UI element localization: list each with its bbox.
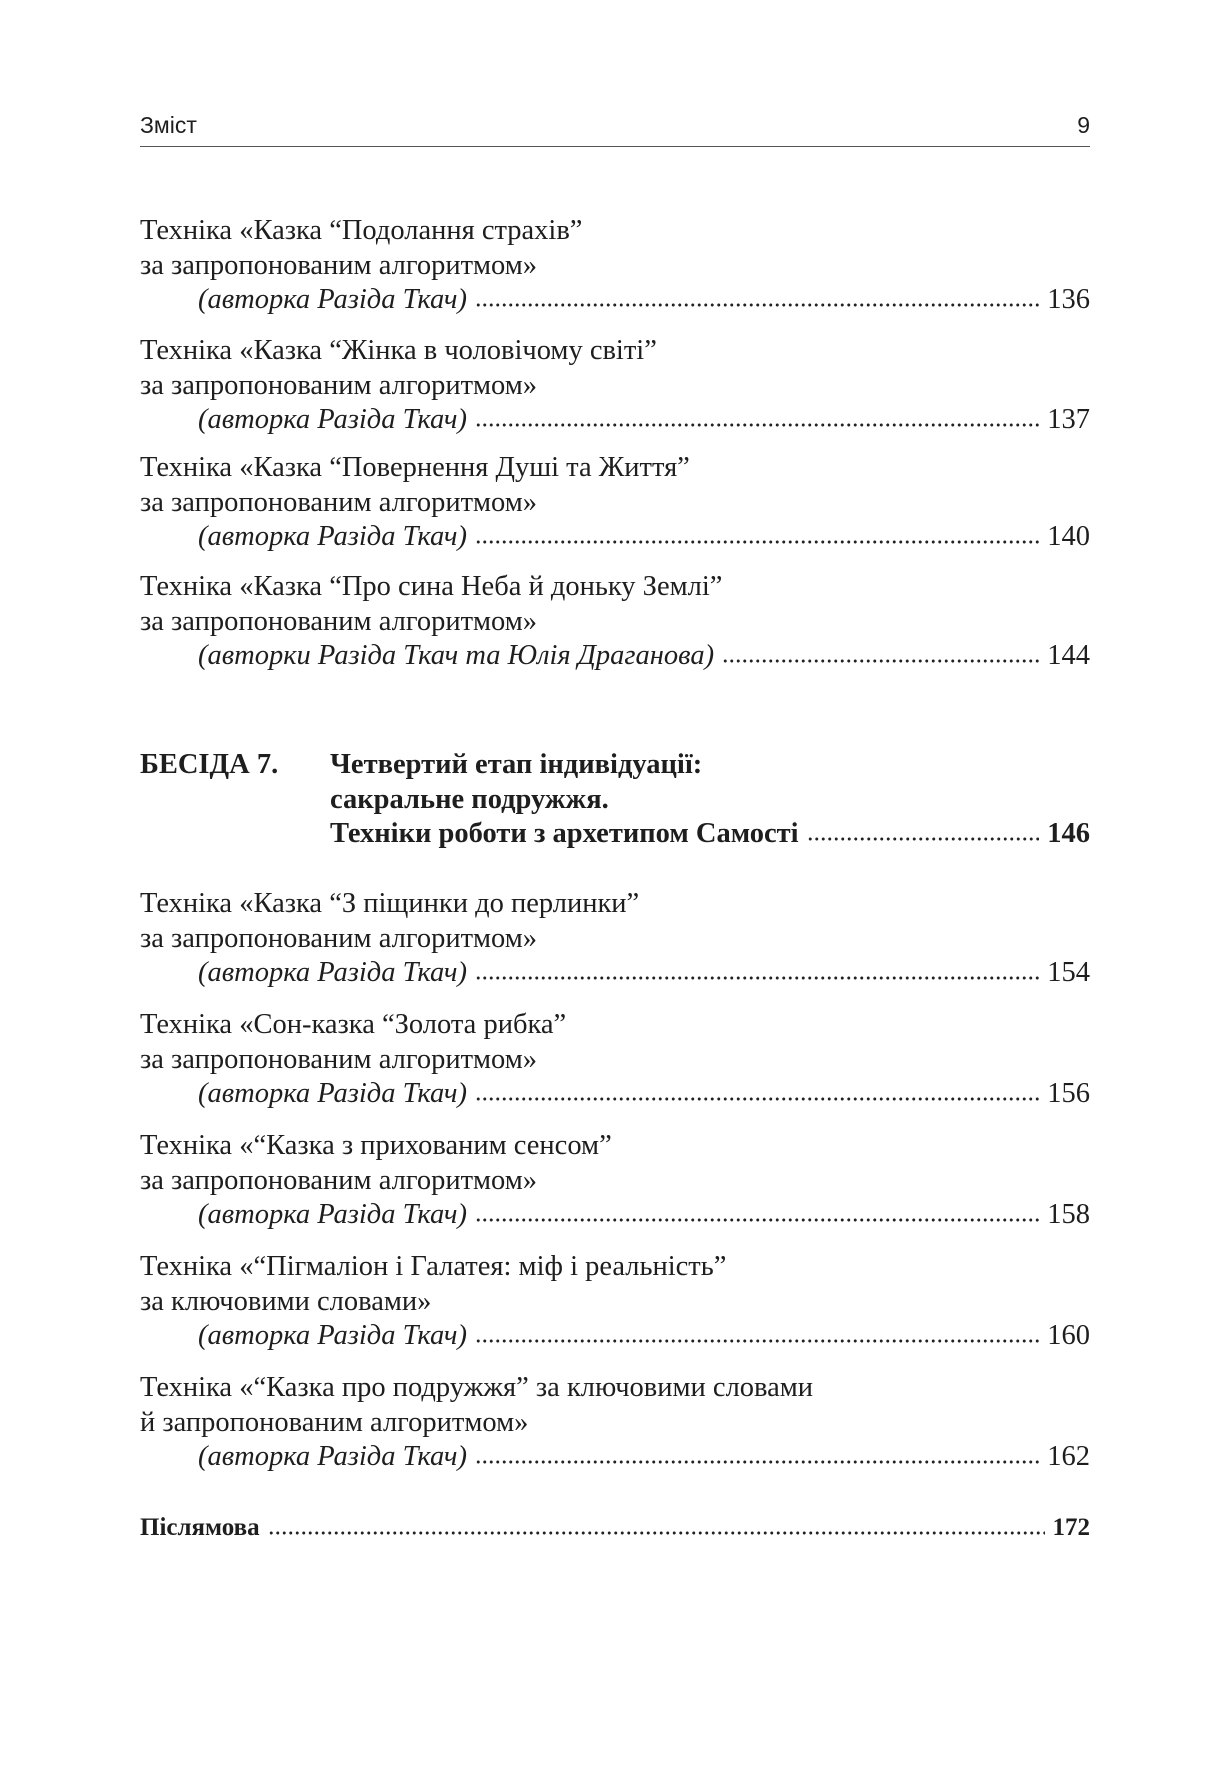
- entry-page-number: 162: [1047, 1441, 1090, 1472]
- toc-entry[interactable]: [140, 1371, 1090, 1475]
- entry-title-line-1: Техніка «Казка “Жінка в чоловічому світі”: [140, 335, 657, 366]
- entry-title-line-1: Техніка «Сон-казка “Золота рибка”: [140, 1009, 567, 1040]
- entry-title-line-1: Техніка «Казка “Повернення Душі та Життя”: [140, 452, 690, 483]
- entry-title-line-1: Техніка «“Казка про подружжя” за ключовими словами: [140, 1372, 814, 1403]
- entry-author: (авторка Разіда Ткач): [198, 521, 467, 552]
- entry-author: (авторка Разіда Ткач): [198, 404, 467, 435]
- entry-title-line-2: за запропонованим алгоритмом»: [140, 1164, 538, 1196]
- entry-title-line-2: за запропонованим алгоритмом»: [140, 605, 538, 637]
- entry-page-number: 136: [1047, 284, 1090, 315]
- dot-leader: [475, 1337, 1039, 1345]
- dot-leader: [475, 1095, 1039, 1103]
- toc-entry[interactable]: [140, 214, 1090, 318]
- entry-title-line-1: Техніка «Казка “З піщинки до перлинки”: [140, 888, 640, 919]
- entry-title-line-2: за запропонованим алгоритмом»: [140, 1043, 538, 1075]
- entry-page-number: 144: [1047, 640, 1090, 671]
- chapter-label: БЕСІДА 7.: [140, 749, 279, 780]
- entry-title-line-2: за запропонованим алгоритмом»: [140, 369, 538, 401]
- entry-page-number: 140: [1047, 521, 1090, 552]
- entry-page-number: 158: [1047, 1199, 1090, 1230]
- entry-title-line-2: за ключовими словами»: [140, 1285, 432, 1317]
- entry-page-number: 154: [1047, 957, 1090, 988]
- afterword-entry[interactable]: [140, 1511, 1090, 1546]
- dot-leader: [807, 835, 1040, 843]
- dot-leader: [475, 1458, 1039, 1466]
- dot-leader: [722, 657, 1039, 665]
- dot-leader: [268, 1529, 1045, 1537]
- entry-title-line-1: Техніка «“Казка з прихованим сенсом”: [140, 1130, 612, 1161]
- toc-entry[interactable]: [140, 887, 1090, 991]
- toc-entry[interactable]: [140, 1129, 1090, 1233]
- toc-entry[interactable]: [140, 451, 1090, 555]
- toc-entry[interactable]: [140, 570, 1090, 674]
- entry-title-line-2: за запропонованим алгоритмом»: [140, 486, 538, 518]
- toc-entry[interactable]: [140, 1250, 1090, 1354]
- dot-leader: [475, 974, 1039, 982]
- entry-title-line-2: за запропонованим алгоритмом»: [140, 249, 538, 281]
- entry-author: (авторка Разіда Ткач): [198, 957, 467, 988]
- entry-author: (авторка Разіда Ткач): [198, 284, 467, 315]
- entry-title-line-2: й запропонованим алгоритмом»: [140, 1406, 529, 1438]
- entry-author: (авторка Разіда Ткач): [198, 1199, 467, 1230]
- running-header: [140, 112, 1090, 147]
- entry-page-number: 137: [1047, 404, 1090, 435]
- entry-title-line-2: за запропонованим алгоритмом»: [140, 922, 538, 954]
- chapter-title-line-3: Техніки роботи з архетипом Самості: [330, 818, 799, 849]
- chapter-title-line-2: сакральне подружжя.: [330, 783, 609, 815]
- page-number: 9: [1077, 112, 1090, 138]
- entry-author: (авторка Разіда Ткач): [198, 1078, 467, 1109]
- afterword-title: Післямова: [140, 1514, 260, 1541]
- entry-author: (авторка Разіда Ткач): [198, 1441, 467, 1472]
- chapter-entry[interactable]: [140, 748, 1090, 852]
- afterword-page-number: 172: [1052, 1514, 1090, 1541]
- entry-title-line-1: Техніка «Казка “Про сина Неба й доньку Землі”: [140, 571, 723, 602]
- entry-title-line-1: Техніка «Казка “Подолання страхів”: [140, 215, 583, 246]
- dot-leader: [475, 1216, 1039, 1224]
- entry-author: (авторки Разіда Ткач та Юлія Драганова): [198, 640, 715, 671]
- toc-entry[interactable]: [140, 1008, 1090, 1112]
- section-title: Зміст: [140, 112, 197, 138]
- entry-page-number: 156: [1047, 1078, 1090, 1109]
- chapter-title-line-1: Четвертий етап індивідуації:: [330, 749, 703, 780]
- entry-author: (авторка Разіда Ткач): [198, 1320, 467, 1351]
- dot-leader: [475, 538, 1039, 546]
- entry-page-number: 160: [1047, 1320, 1090, 1351]
- dot-leader: [475, 301, 1039, 309]
- dot-leader: [475, 421, 1039, 429]
- toc-entry[interactable]: [140, 334, 1090, 438]
- entry-title-line-1: Техніка «“Пігмаліон і Галатея: міф і реальність”: [140, 1251, 727, 1282]
- chapter-page-number: 146: [1047, 818, 1090, 849]
